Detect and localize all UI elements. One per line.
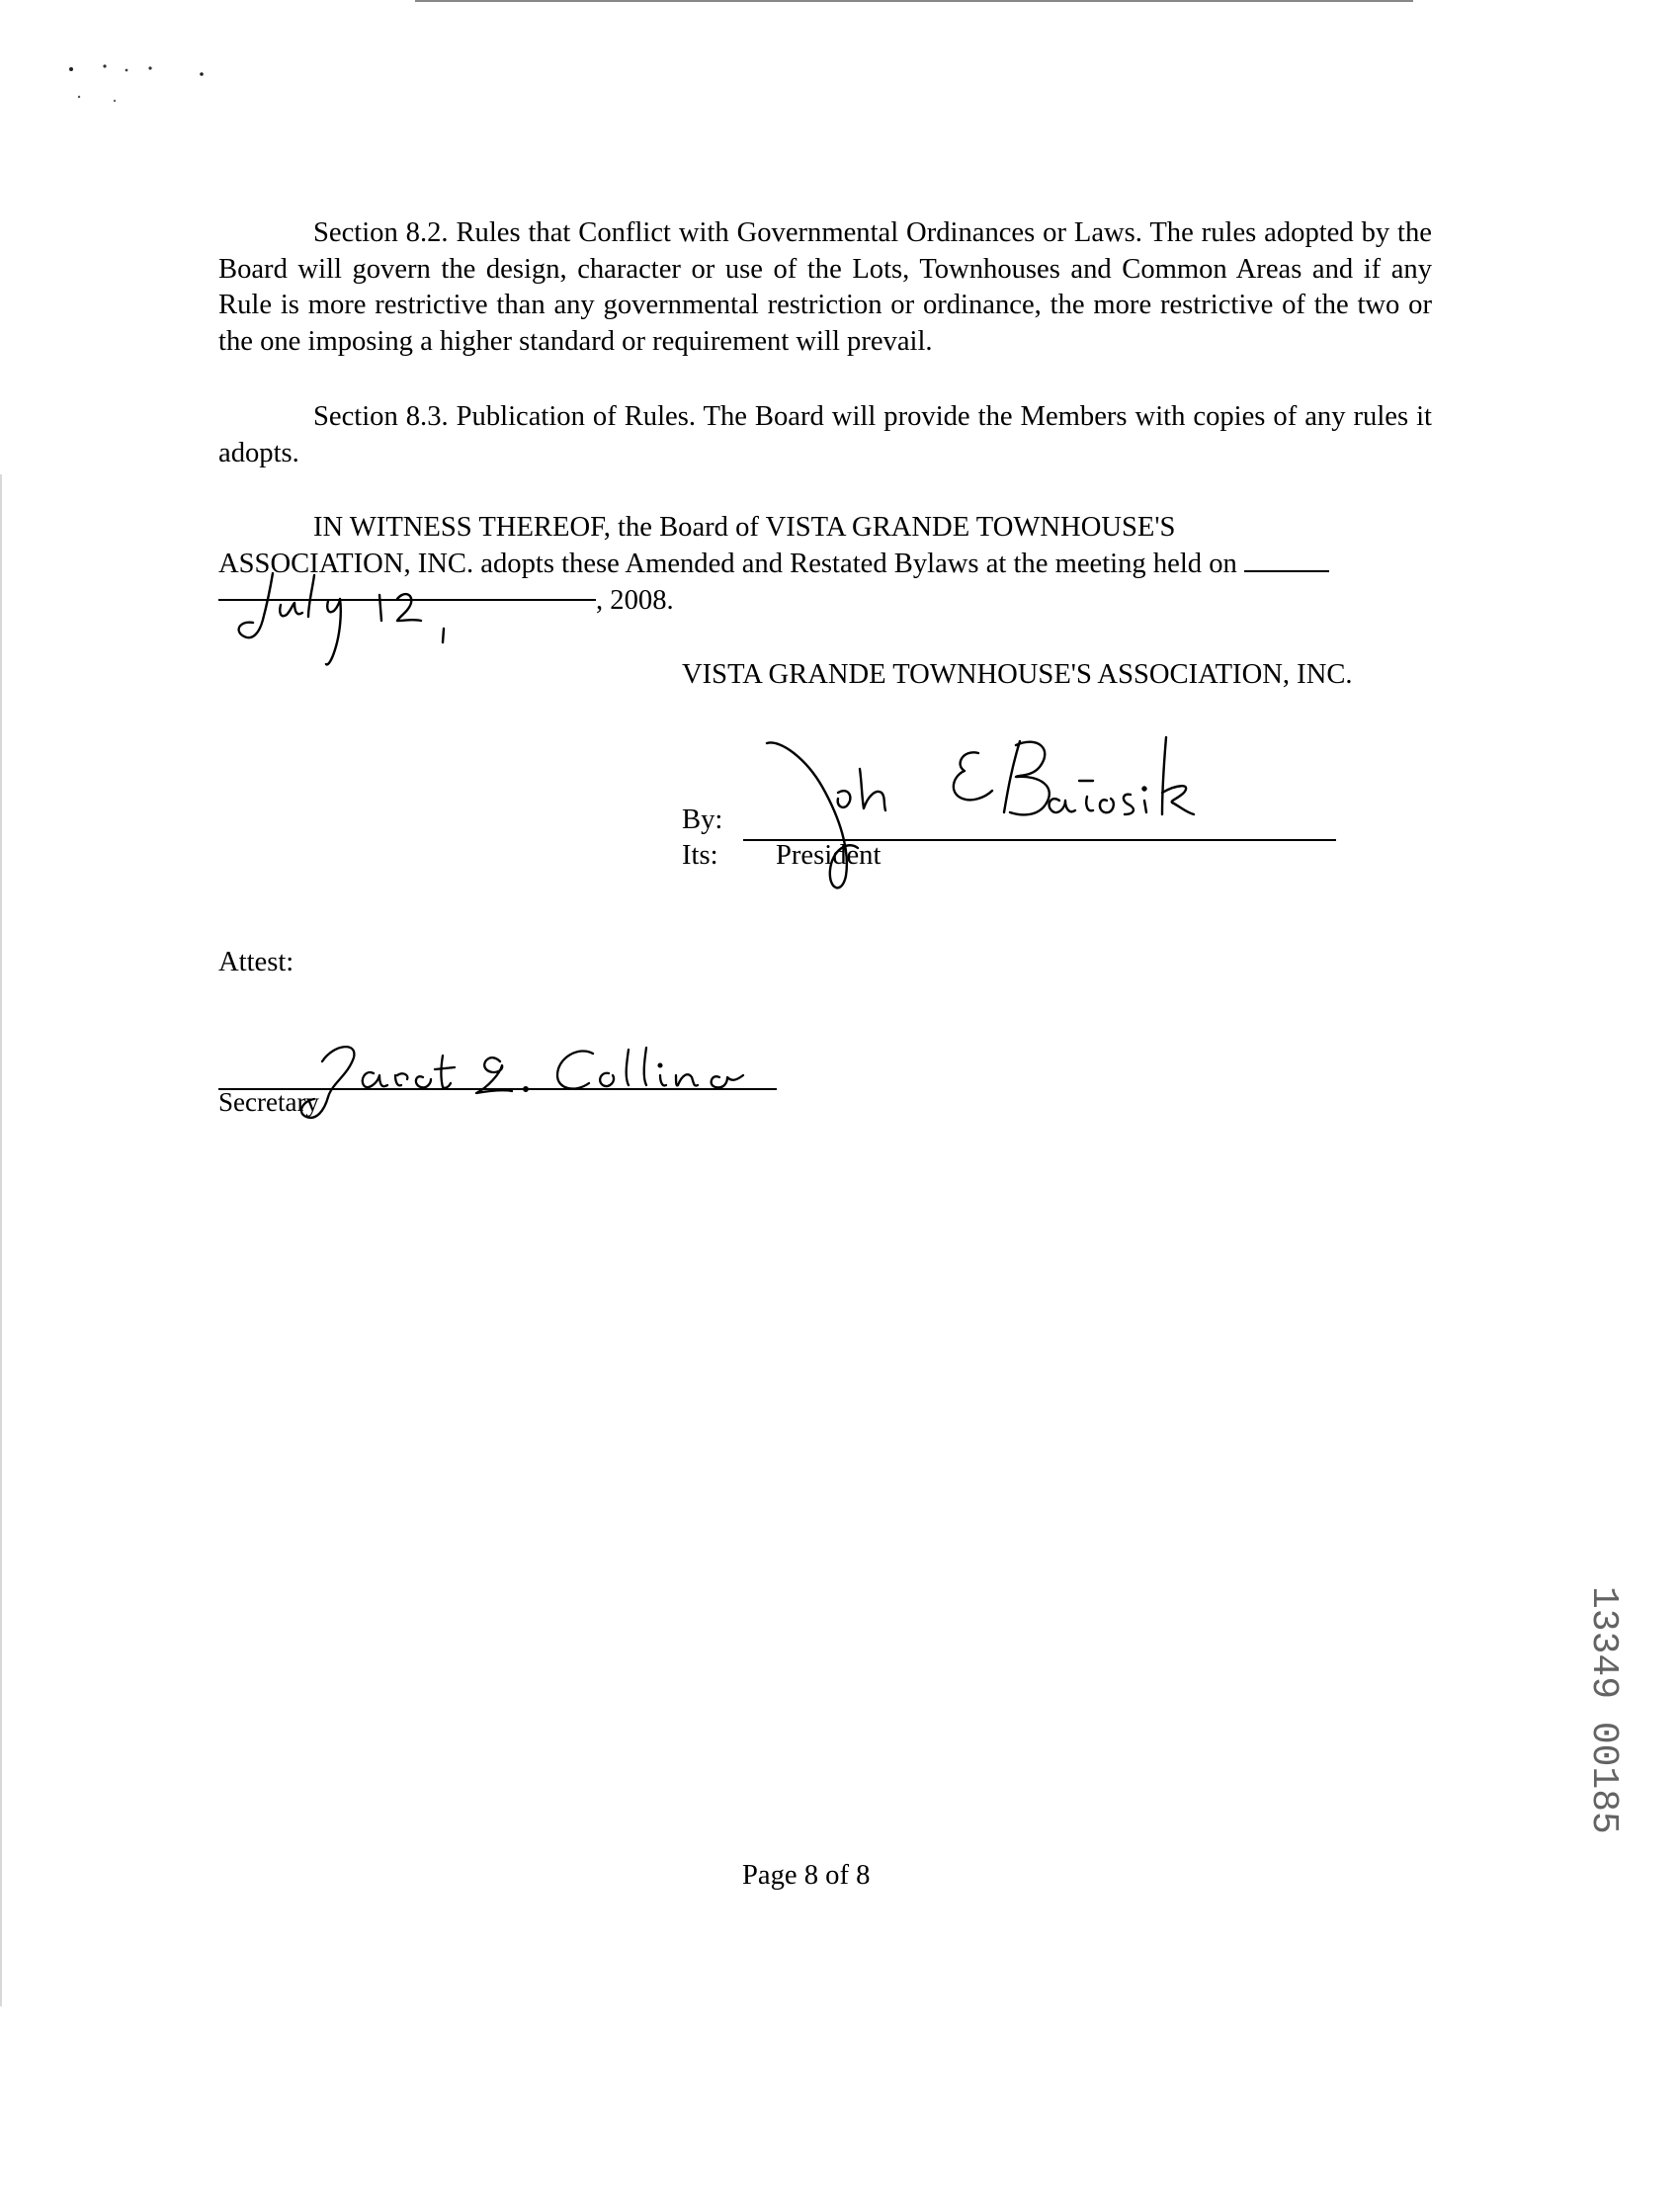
handwritten-date-signature xyxy=(233,565,480,674)
president-signature xyxy=(751,731,1245,899)
title-president: President xyxy=(776,840,882,871)
document-stamp-text: 13349 00185 xyxy=(1582,1586,1625,1834)
date-year-text: , 2008. xyxy=(596,585,674,616)
date-blank-line xyxy=(1244,549,1329,572)
attest-label: Attest: xyxy=(218,947,294,977)
its-label: Its: xyxy=(682,840,718,871)
page-number: Page 8 of 8 xyxy=(742,1860,871,1891)
by-label: By: xyxy=(682,804,723,835)
witness-statement-line-1: IN WITNESS THEREOF, the Board of VISTA GRANDE TOWNHOUSE'S xyxy=(313,512,1176,543)
scan-left-edge xyxy=(0,474,2,2006)
secretary-signature xyxy=(293,1036,757,1125)
scan-edge-line xyxy=(415,0,1413,2)
secretary-label: Secretary xyxy=(218,1087,319,1117)
association-name: VISTA GRANDE TOWNHOUSE'S ASSOCIATION, INC. xyxy=(682,659,1353,690)
scan-specks xyxy=(67,61,225,111)
section-8-2-text: Section 8.2. Rules that Conflict with Governmental Ordinances or Laws. The rules adopted by the Board will govern the design, character or use of the Lots, Townhouses and Common Areas and if any Rule is more restrictive than any governmental restriction or ordinance, the more restrictive of the two or the one imposing a higher standard or requirement will prevail. xyxy=(218,217,1432,357)
section-8-3-paragraph xyxy=(218,399,1432,471)
document-stamp-number xyxy=(1581,1586,1640,1853)
section-8-2-paragraph xyxy=(218,215,1432,360)
section-8-3-text: Section 8.3. Publication of Rules. The Board will provide the Members with copies of any rules it adopts. xyxy=(218,401,1432,468)
witness-statement-text: ASSOCIATION, INC. adopts these Amended and Restated Bylaws at the meeting held on xyxy=(218,549,1237,579)
